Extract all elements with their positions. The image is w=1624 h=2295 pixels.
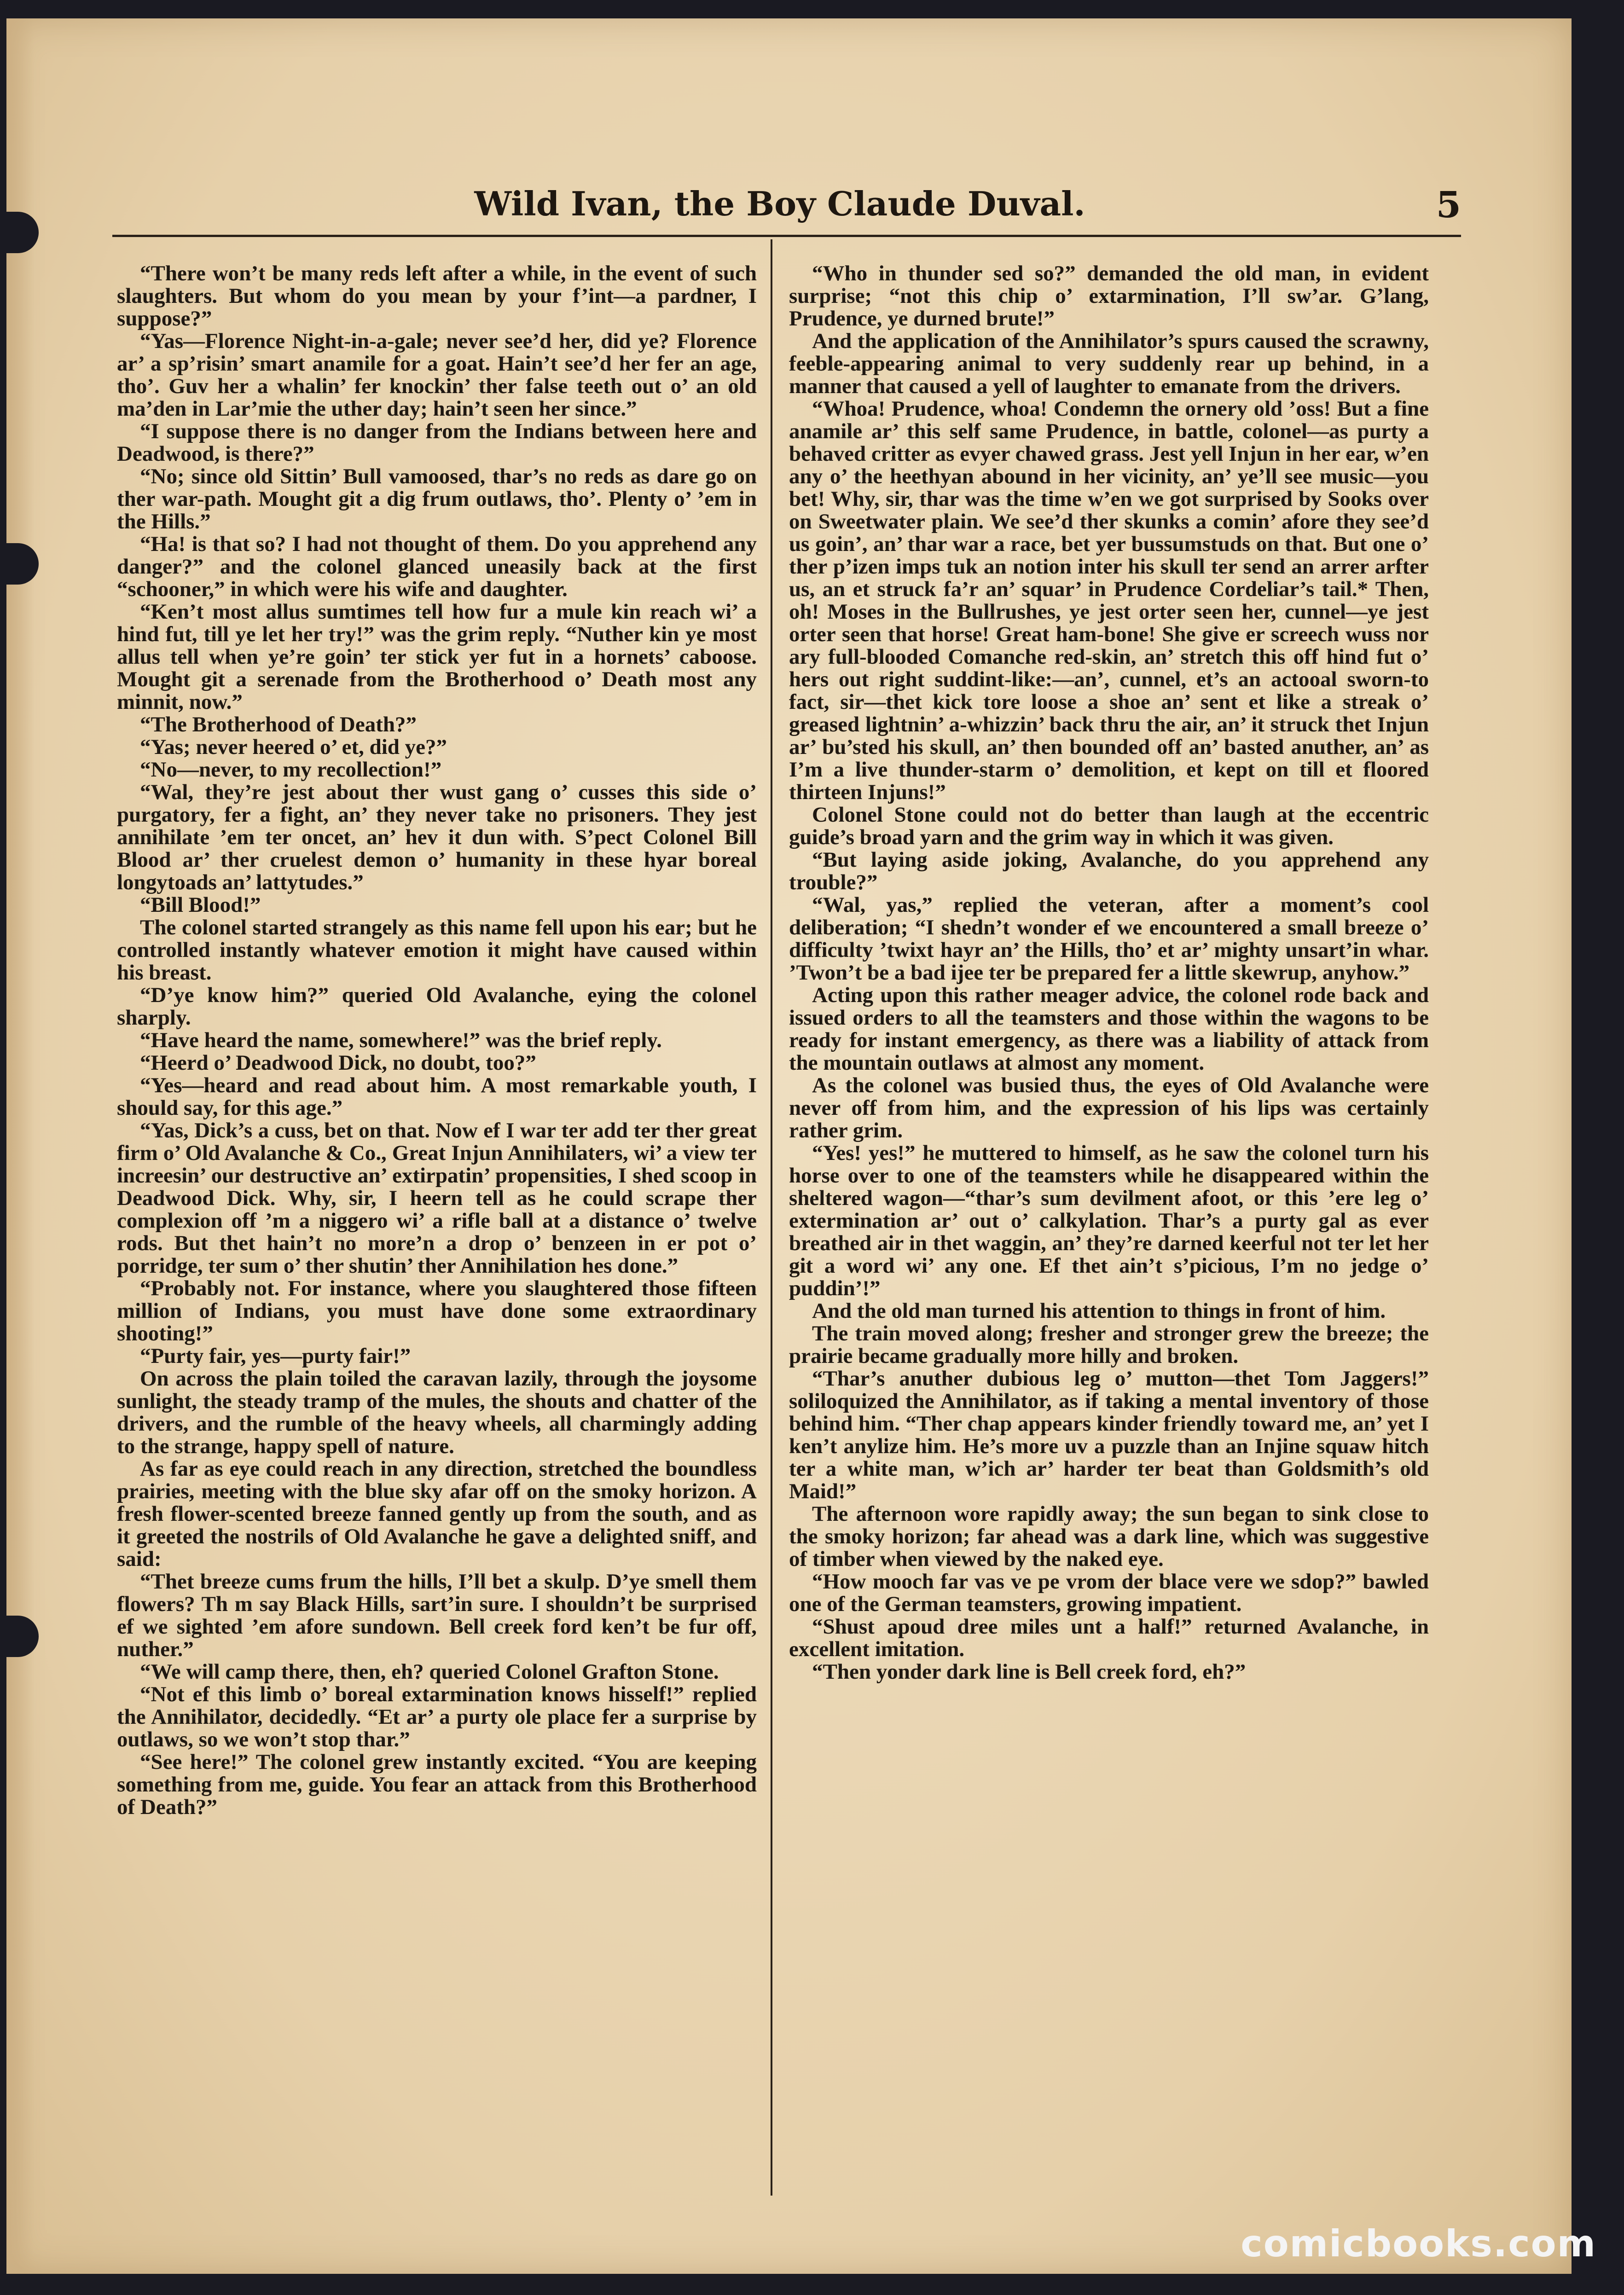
paragraph: “I suppose there is no danger from the Indians between here and Deadwood, is there?” [117, 419, 757, 466]
text-column-left [117, 262, 757, 2209]
header-rule [112, 235, 1461, 237]
paragraph: “Whoa! Prudence, whoa! Condemn the ornery old ’oss! But a fine anamile ar’ this self same Prudence, in battle, colonel—as purty a behaved critter as evyer chawed grass. Jest yell Injun in her ear, w’en any o’ the heethyan abound in her vicinity, an’ ye’ll see music—you bet! Why, sir, thar was the time w’en we got surprised by Sooks over on Sweetwater plain. We see’d ther skunks a comin’ afore they see’d us goin’, an’ thar war a race, bet yer bussumstuds on that. But one o’ ther p’izen imps tuk an notion inter his skull ter send an arrer arfter us, an et struck fa’r an’ squar’ in Prudence Cordeliar’s tail.* Then, oh! Moses in the Bullrushes, ye jest orter seen her, cunnel—ye jest orter seen that horse! Great ham-bone! She give er screech wuss nor ary full-blooded Comanche red-skin, an’ stretch this off hind fut o’ hers out right suddint-like:—an’, cunnel, et’s an actooal sworn-to fact, sir—thet kick tore loose a shoe an’ sent et like a streak o’ greased lightnin’ a-whizzin’ back thru the air, an’ it struck thet Injun ar’ bu’sted his skull, an’ then bounded off an’ basted anuther, an’ as I’m a live thunder-starm o’ demolition, et kept on till et floored thirteen Injuns!” [789, 397, 1429, 804]
paragraph: “D’ye know him?” queried Old Avalanche, eying the colonel sharply. [117, 983, 757, 1030]
paragraph: As the colonel was busied thus, the eyes of Old Avalanche were never off from him, and the expression of his lips was certainly rather grim. [789, 1073, 1429, 1142]
paragraph: “Wal, they’re jest about ther wust gang o’ cusses this side o’ purgatory, fer a fight, an’ they never take no prisoners. They jest annihilate ’em ter oncet, an’ hev it dun with. S’pect Colonel Bill Blood ar’ ther cruelest demon o’ humanity in these hyar boreal longytoads an’ lattytudes.” [117, 780, 757, 894]
paragraph: The train moved along; fresher and stronger grew the breeze; the prairie became gradually more hilly and broken. [789, 1321, 1429, 1368]
paragraph: “See here!” The colonel grew instantly excited. “You are keeping something from me, guide. You fear an attack from this Brotherhood of Death?” [117, 1750, 757, 1819]
paragraph: “Wal, yas,” replied the veteran, after a moment’s cool deliberation; “I shedn’t wonder ef we encountered a small breeze o’ difficulty ’twixt hayr an’ the Hills, tho’ et ar’ mighty unsart’in whar. ’Twon’t be a bad ijee ter be prepared fer a little skewrup, anyhow.” [789, 893, 1429, 985]
paragraph: “Heerd o’ Deadwood Dick, no doubt, too?” [140, 1051, 536, 1075]
paragraph: “But laying aside joking, Avalanche, do you apprehend any trouble?” [789, 848, 1429, 894]
paragraph: “Not ef this limb o’ boreal extarmination knows hisself!” replied the Annihilator, decidedly. “Et ar’ a purty ole place fer a surprise by outlaws, so we won’t stop thar.” [117, 1682, 757, 1751]
paragraph: “Yes—heard and read about him. A most remarkable youth, I should say, for this age.” [117, 1073, 757, 1120]
paragraph: “We will camp there, then, eh? queried Colonel Grafton Stone. [140, 1660, 719, 1684]
paragraph: The afternoon wore rapidly away; the sun began to sink close to the smoky horizon; far ahead was a dark line, which was suggestive of timber when viewed by the naked eye. [789, 1502, 1429, 1571]
running-title: Wild Ivan, the Boy Claude Duval. [474, 184, 1085, 223]
paragraph: As far as eye could reach in any direction, stretched the boundless prairies, meeting with the blue sky afar off on the smoky horizon. A fresh flower-scented breeze fanned gently up from the south, and as it greeted the nostrils of Old Avalanche he gave a delighted sniff, and said: [117, 1457, 757, 1571]
paragraph: “Yes! yes!” he muttered to himself, as he saw the colonel turn his horse over to one of the teamsters while he disappeared within the sheltered wagon—“thar’s sum devilment afoot, or this ’ere leg o’ extermination ar’ out o’ calkylation. Thar’s a purty gal as ever breathed air in thet waggin, an’ they’re darned keerful not ter let her git a word wi’ any one. Ef thet ain’t s’picious, I’m no jedge o’ puddin’!” [789, 1141, 1429, 1300]
paragraph: “Purty fair, yes—purty fair!” [140, 1344, 411, 1368]
running-header [99, 175, 1461, 244]
paragraph: “Thet breeze cums frum the hills, I’ll bet a skulp. D’ye smell them flowers? Th m say Black Hills, sart’in sure. I shouldn’t be surprised ef we sighted ’em afore sundown. Bell creek ford ken’t be fur off, nuther.” [117, 1570, 757, 1661]
paragraph: “There won’t be many reds left after a while, in the event of such slaughters. But whom do you mean by your f’int—a pardner, I suppose?” [117, 262, 757, 330]
column-divider [771, 239, 772, 2196]
paragraph: “Thar’s anuther dubious leg o’ mutton—thet Tom Jaggers!” soliloquized the Annihilator, as if taking a mental inventory of those behind him. “Ther chap appears kinder friendly toward me, an’ yet I ken’t anylize him. He’s more uv a puzzle than an Injine squaw hitch ter a white man, w’ich ar’ harder ter beat than Goldsmith’s old Maid!” [789, 1367, 1429, 1503]
paragraph: “How mooch far vas ve pe vrom der blace vere we sdop?” bawled one of the German teamsters, growing impatient. [789, 1570, 1429, 1616]
text-column-right [789, 262, 1429, 2209]
paragraph: “Shust apoud dree miles unt a half!” returned Avalanche, in excellent imitation. [789, 1615, 1429, 1661]
watermark-logo: comicbooks.com [1241, 2222, 1596, 2265]
paragraph: “Who in thunder sed so?” demanded the old man, in evident surprise; “not this chip o’ extarmination, I’ll sw’ar. G’lang, Prudence, ye durned brute!” [789, 262, 1429, 330]
paragraph: “The Brotherhood of Death?” [140, 713, 417, 736]
paragraph: “Bill Blood!” [140, 893, 261, 917]
paragraph: “Have heard the name, somewhere!” was the brief reply. [140, 1028, 662, 1052]
page-binding-edge [6, 18, 34, 2274]
paragraph: And the old man turned his attention to things in front of him. [812, 1299, 1386, 1323]
paragraph: On across the plain toiled the caravan lazily, through the joysome sunlight, the steady tramp of the mules, the shouts and chatter of the drivers, and the rumble of the heavy wheels, all charmingly adding to the strange, happy spell of nature. [117, 1367, 757, 1458]
paragraph: “Ken’t most allus sumtimes tell how fur a mule kin reach wi’ a hind fut, till ye let her try!” was the grim reply. “Nuther kin ye most allus tell when ye’re goin’ ter stick yer fut in a hornets’ caboose. Mought git a serenade from the Brotherhood o’ Death most any minnit, now.” [117, 600, 757, 714]
paragraph: “Yas, Dick’s a cuss, bet on that. Now ef I war ter add ter ther great firm o’ Old Avalanche & Co., Great Injun Annihilaters, wi’ a view ter increesin’ our destructive an’ extirpatin’ propensities, I shed scoop in Deadwood Dick. Why, sir, I heern tell as he could scrape ther complexion off ’m a niggero wi’ a rifle ball at a distance o’ twelve rods. But thet hain’t no more’n a drop o’ benzeen in er pot o’ porridge, ter sum o’ ther shutin’ ther Annihilation hes done.” [117, 1119, 757, 1278]
paragraph: “Yas—Florence Night-in-a-gale; never see’d her, did ye? Florence ar’ a sp’risin’ smart anamile for a goat. Hain’t see’d her fer an age, tho’. Guv her a whalin’ fer knockin’ ther false teeth out o’ an old ma’den in Lar’mie the uther day; hain’t seen her since.” [117, 329, 757, 421]
paragraph: “Probably not. For instance, where you slaughtered those fifteen million of Indians, you must have done some extraordinary shooting!” [117, 1276, 757, 1345]
paragraph: The colonel started strangely as this name fell upon his ear; but he controlled instantly whatever emotion it might have caused within his breast. [117, 916, 757, 985]
paragraph: And the application of the Annihilator’s spurs caused the scrawny, feeble-appearing animal to very suddenly rear up behind, in a manner that caused a yell of laughter to emanate from the drivers. [789, 329, 1429, 398]
paragraph: “Yas; never heered o’ et, did ye?” [140, 735, 447, 759]
paragraph: Colonel Stone could not do better than laugh at the eccentric guide’s broad yarn and the grim way in which it was given. [789, 803, 1429, 849]
page-number: 5 [1436, 184, 1461, 226]
book-page [6, 18, 1572, 2274]
paragraph: “No—never, to my recollection!” [140, 758, 442, 782]
paragraph: “Ha! is that so? I had not thought of them. Do you apprehend any danger?” and the colonel glanced uneasily back at the first “schooner,” in which were his wife and daughter. [117, 532, 757, 601]
paragraph: “Then yonder dark line is Bell creek ford, eh?” [812, 1660, 1246, 1684]
paragraph: “No; since old Sittin’ Bull vamoosed, thar’s no reds as dare go on ther war-path. Mought git a dig frum outlaws, tho’. Plenty o’ ’em in the Hills.” [117, 464, 757, 533]
paragraph: Acting upon this rather meager advice, the colonel rode back and issued orders to all the teamsters and those within the wagons to be ready for instant emergency, as there was a liability of attack from the mountain outlaws at almost any moment. [789, 983, 1429, 1075]
